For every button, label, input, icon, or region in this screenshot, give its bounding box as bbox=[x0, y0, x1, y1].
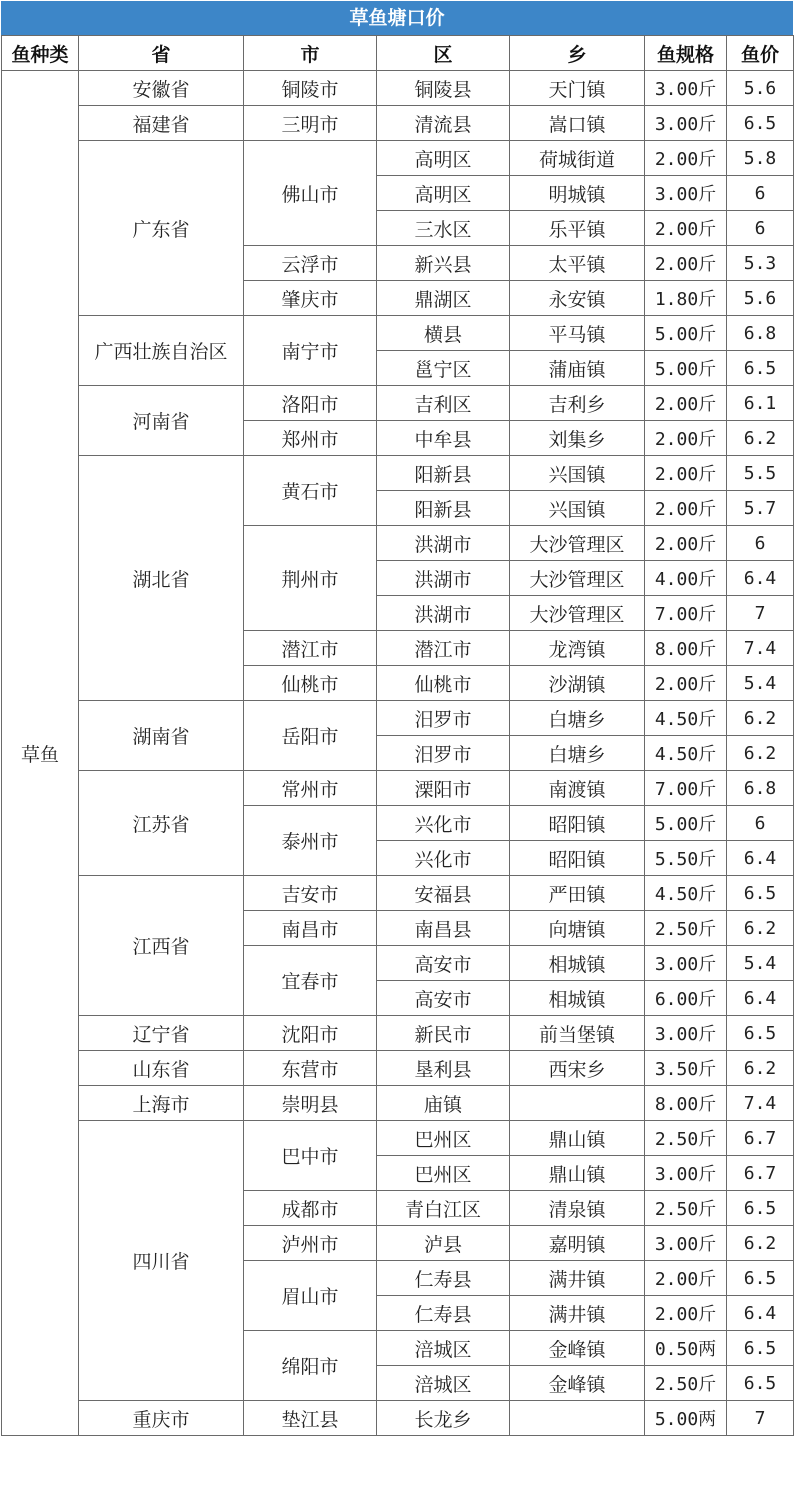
town-cell: 平马镇 bbox=[510, 316, 645, 351]
district-cell: 仙桃市 bbox=[377, 666, 510, 701]
city-cell: 泸州市 bbox=[244, 1226, 377, 1261]
size-cell: 0.50两 bbox=[645, 1331, 727, 1366]
town-cell: 相城镇 bbox=[510, 946, 645, 981]
table-row bbox=[2, 1086, 794, 1121]
price-cell: 6.1 bbox=[727, 386, 794, 421]
district-cell: 泸县 bbox=[377, 1226, 510, 1261]
table-row bbox=[2, 386, 794, 421]
city-cell: 常州市 bbox=[244, 771, 377, 806]
size-cell: 2.00斤 bbox=[645, 456, 727, 491]
city-cell: 南宁市 bbox=[244, 316, 377, 386]
district-cell: 仁寿县 bbox=[377, 1296, 510, 1331]
size-cell: 2.00斤 bbox=[645, 141, 727, 176]
district-cell: 垦利县 bbox=[377, 1051, 510, 1086]
price-cell: 5.5 bbox=[727, 456, 794, 491]
district-cell: 新兴县 bbox=[377, 246, 510, 281]
size-cell: 3.00斤 bbox=[645, 1156, 727, 1191]
district-cell: 巴州区 bbox=[377, 1121, 510, 1156]
district-cell: 新民市 bbox=[377, 1016, 510, 1051]
size-cell: 3.00斤 bbox=[645, 1226, 727, 1261]
size-cell: 3.00斤 bbox=[645, 1016, 727, 1051]
province-cell: 辽宁省 bbox=[79, 1016, 244, 1051]
size-cell: 2.00斤 bbox=[645, 491, 727, 526]
price-cell: 6.8 bbox=[727, 771, 794, 806]
size-cell: 2.00斤 bbox=[645, 1296, 727, 1331]
province-cell: 福建省 bbox=[79, 106, 244, 141]
province-cell: 江西省 bbox=[79, 876, 244, 1016]
town-cell: 兴国镇 bbox=[510, 456, 645, 491]
town-cell: 龙湾镇 bbox=[510, 631, 645, 666]
price-cell: 5.4 bbox=[727, 666, 794, 701]
district-cell: 庙镇 bbox=[377, 1086, 510, 1121]
size-cell: 3.00斤 bbox=[645, 71, 727, 106]
district-cell: 阳新县 bbox=[377, 491, 510, 526]
size-cell: 2.50斤 bbox=[645, 1366, 727, 1401]
city-cell: 成都市 bbox=[244, 1191, 377, 1226]
header-city: 市 bbox=[244, 36, 377, 71]
price-cell: 6.4 bbox=[727, 561, 794, 596]
price-cell: 6 bbox=[727, 526, 794, 561]
town-cell: 嘉明镇 bbox=[510, 1226, 645, 1261]
town-cell: 刘集乡 bbox=[510, 421, 645, 456]
table-body bbox=[2, 71, 794, 1436]
table-row bbox=[2, 771, 794, 806]
district-cell: 横县 bbox=[377, 316, 510, 351]
district-cell: 鼎湖区 bbox=[377, 281, 510, 316]
town-cell: 白塘乡 bbox=[510, 736, 645, 771]
price-cell: 6.2 bbox=[727, 736, 794, 771]
district-cell: 南昌县 bbox=[377, 911, 510, 946]
price-cell: 6.4 bbox=[727, 981, 794, 1016]
province-cell: 四川省 bbox=[79, 1121, 244, 1401]
town-cell: 前当堡镇 bbox=[510, 1016, 645, 1051]
town-cell: 兴国镇 bbox=[510, 491, 645, 526]
price-cell: 7.4 bbox=[727, 1086, 794, 1121]
city-cell: 宜春市 bbox=[244, 946, 377, 1016]
town-cell: 昭阳镇 bbox=[510, 841, 645, 876]
district-cell: 铜陵县 bbox=[377, 71, 510, 106]
town-cell: 嵩口镇 bbox=[510, 106, 645, 141]
town-cell: 沙湖镇 bbox=[510, 666, 645, 701]
size-cell: 3.00斤 bbox=[645, 176, 727, 211]
town-cell: 天门镇 bbox=[510, 71, 645, 106]
price-cell: 6.5 bbox=[727, 876, 794, 911]
district-cell: 吉利区 bbox=[377, 386, 510, 421]
town-cell: 大沙管理区 bbox=[510, 596, 645, 631]
table-row bbox=[2, 1401, 794, 1436]
price-cell: 5.6 bbox=[727, 281, 794, 316]
price-cell: 7.4 bbox=[727, 631, 794, 666]
city-cell: 沈阳市 bbox=[244, 1016, 377, 1051]
price-cell: 6.2 bbox=[727, 701, 794, 736]
district-cell: 阳新县 bbox=[377, 456, 510, 491]
city-cell: 巴中市 bbox=[244, 1121, 377, 1191]
town-cell: 永安镇 bbox=[510, 281, 645, 316]
size-cell: 5.00斤 bbox=[645, 351, 727, 386]
table-row bbox=[2, 456, 794, 491]
size-cell: 4.50斤 bbox=[645, 876, 727, 911]
price-cell: 6.5 bbox=[727, 106, 794, 141]
district-cell: 三水区 bbox=[377, 211, 510, 246]
price-cell: 6.2 bbox=[727, 911, 794, 946]
city-cell: 岳阳市 bbox=[244, 701, 377, 771]
size-cell: 5.50斤 bbox=[645, 841, 727, 876]
size-cell: 8.00斤 bbox=[645, 1086, 727, 1121]
size-cell: 2.00斤 bbox=[645, 526, 727, 561]
province-cell: 湖北省 bbox=[79, 456, 244, 701]
price-cell: 6.8 bbox=[727, 316, 794, 351]
price-cell: 6.2 bbox=[727, 1051, 794, 1086]
size-cell: 2.50斤 bbox=[645, 1191, 727, 1226]
species-cell: 草鱼 bbox=[2, 71, 79, 1436]
size-cell: 5.00斤 bbox=[645, 316, 727, 351]
city-cell: 潜江市 bbox=[244, 631, 377, 666]
price-cell: 5.6 bbox=[727, 71, 794, 106]
city-cell: 仙桃市 bbox=[244, 666, 377, 701]
table-row bbox=[2, 141, 794, 176]
size-cell: 5.00两 bbox=[645, 1401, 727, 1436]
table-row bbox=[2, 876, 794, 911]
province-cell: 湖南省 bbox=[79, 701, 244, 771]
district-cell: 兴化市 bbox=[377, 841, 510, 876]
price-cell: 5.7 bbox=[727, 491, 794, 526]
header-province: 省 bbox=[79, 36, 244, 71]
size-cell: 2.00斤 bbox=[645, 246, 727, 281]
town-cell: 蒲庙镇 bbox=[510, 351, 645, 386]
district-cell: 长龙乡 bbox=[377, 1401, 510, 1436]
town-cell: 昭阳镇 bbox=[510, 806, 645, 841]
price-table bbox=[1, 35, 794, 1436]
town-cell: 相城镇 bbox=[510, 981, 645, 1016]
city-cell: 崇明县 bbox=[244, 1086, 377, 1121]
price-cell: 5.4 bbox=[727, 946, 794, 981]
town-cell: 明城镇 bbox=[510, 176, 645, 211]
district-cell: 巴州区 bbox=[377, 1156, 510, 1191]
price-cell: 6.2 bbox=[727, 1226, 794, 1261]
city-cell: 黄石市 bbox=[244, 456, 377, 526]
town-cell: 荷城街道 bbox=[510, 141, 645, 176]
header-district: 区 bbox=[377, 36, 510, 71]
table-row bbox=[2, 316, 794, 351]
size-cell: 2.50斤 bbox=[645, 1121, 727, 1156]
town-cell: 白塘乡 bbox=[510, 701, 645, 736]
district-cell: 高明区 bbox=[377, 141, 510, 176]
town-cell bbox=[510, 1401, 645, 1436]
price-cell: 5.8 bbox=[727, 141, 794, 176]
district-cell: 洪湖市 bbox=[377, 596, 510, 631]
size-cell: 7.00斤 bbox=[645, 596, 727, 631]
table-title: 草鱼塘口价 bbox=[1, 1, 793, 35]
size-cell: 4.50斤 bbox=[645, 736, 727, 771]
province-cell: 广东省 bbox=[79, 141, 244, 316]
town-cell: 向塘镇 bbox=[510, 911, 645, 946]
district-cell: 仁寿县 bbox=[377, 1261, 510, 1296]
price-cell: 7 bbox=[727, 596, 794, 631]
table-row bbox=[2, 1121, 794, 1156]
price-cell: 6.4 bbox=[727, 841, 794, 876]
size-cell: 7.00斤 bbox=[645, 771, 727, 806]
town-cell: 满井镇 bbox=[510, 1261, 645, 1296]
district-cell: 青白江区 bbox=[377, 1191, 510, 1226]
city-cell: 云浮市 bbox=[244, 246, 377, 281]
price-cell: 6.5 bbox=[727, 1191, 794, 1226]
table-row bbox=[2, 1051, 794, 1086]
size-cell: 3.50斤 bbox=[645, 1051, 727, 1086]
district-cell: 兴化市 bbox=[377, 806, 510, 841]
price-cell: 6.2 bbox=[727, 421, 794, 456]
district-cell: 清流县 bbox=[377, 106, 510, 141]
table-row bbox=[2, 106, 794, 141]
district-cell: 中牟县 bbox=[377, 421, 510, 456]
town-cell: 大沙管理区 bbox=[510, 561, 645, 596]
town-cell: 西宋乡 bbox=[510, 1051, 645, 1086]
size-cell: 2.00斤 bbox=[645, 211, 727, 246]
province-cell: 重庆市 bbox=[79, 1401, 244, 1436]
province-cell: 山东省 bbox=[79, 1051, 244, 1086]
header-row bbox=[2, 36, 794, 71]
city-cell: 郑州市 bbox=[244, 421, 377, 456]
table-row bbox=[2, 1016, 794, 1051]
size-cell: 2.00斤 bbox=[645, 421, 727, 456]
price-cell: 6.7 bbox=[727, 1121, 794, 1156]
price-cell: 6.5 bbox=[727, 1261, 794, 1296]
town-cell: 大沙管理区 bbox=[510, 526, 645, 561]
header-size: 鱼规格 bbox=[645, 36, 727, 71]
size-cell: 6.00斤 bbox=[645, 981, 727, 1016]
town-cell: 满井镇 bbox=[510, 1296, 645, 1331]
city-cell: 眉山市 bbox=[244, 1261, 377, 1331]
town-cell: 清泉镇 bbox=[510, 1191, 645, 1226]
district-cell: 汨罗市 bbox=[377, 736, 510, 771]
district-cell: 安福县 bbox=[377, 876, 510, 911]
town-cell: 吉利乡 bbox=[510, 386, 645, 421]
town-cell: 鼎山镇 bbox=[510, 1121, 645, 1156]
town-cell: 乐平镇 bbox=[510, 211, 645, 246]
province-cell: 河南省 bbox=[79, 386, 244, 456]
size-cell: 4.00斤 bbox=[645, 561, 727, 596]
city-cell: 绵阳市 bbox=[244, 1331, 377, 1401]
district-cell: 邕宁区 bbox=[377, 351, 510, 386]
district-cell: 高安市 bbox=[377, 981, 510, 1016]
header-town: 乡 bbox=[510, 36, 645, 71]
price-cell: 7 bbox=[727, 1401, 794, 1436]
price-cell: 6 bbox=[727, 176, 794, 211]
price-cell: 6.5 bbox=[727, 1366, 794, 1401]
size-cell: 2.50斤 bbox=[645, 911, 727, 946]
city-cell: 洛阳市 bbox=[244, 386, 377, 421]
district-cell: 高安市 bbox=[377, 946, 510, 981]
size-cell: 3.00斤 bbox=[645, 106, 727, 141]
price-cell: 6.5 bbox=[727, 1331, 794, 1366]
city-cell: 三明市 bbox=[244, 106, 377, 141]
city-cell: 垫江县 bbox=[244, 1401, 377, 1436]
size-cell: 2.00斤 bbox=[645, 666, 727, 701]
size-cell: 3.00斤 bbox=[645, 946, 727, 981]
size-cell: 2.00斤 bbox=[645, 386, 727, 421]
price-cell: 6 bbox=[727, 806, 794, 841]
price-cell: 6.7 bbox=[727, 1156, 794, 1191]
price-cell: 6.4 bbox=[727, 1296, 794, 1331]
district-cell: 溧阳市 bbox=[377, 771, 510, 806]
district-cell: 涪城区 bbox=[377, 1331, 510, 1366]
town-cell: 严田镇 bbox=[510, 876, 645, 911]
town-cell: 金峰镇 bbox=[510, 1366, 645, 1401]
size-cell: 8.00斤 bbox=[645, 631, 727, 666]
city-cell: 泰州市 bbox=[244, 806, 377, 876]
table-row bbox=[2, 71, 794, 106]
size-cell: 2.00斤 bbox=[645, 1261, 727, 1296]
city-cell: 东营市 bbox=[244, 1051, 377, 1086]
province-cell: 安徽省 bbox=[79, 71, 244, 106]
town-cell: 南渡镇 bbox=[510, 771, 645, 806]
province-cell: 江苏省 bbox=[79, 771, 244, 876]
table-row bbox=[2, 701, 794, 736]
header-species: 鱼种类 bbox=[2, 36, 79, 71]
price-cell: 6.5 bbox=[727, 1016, 794, 1051]
price-cell: 6 bbox=[727, 211, 794, 246]
district-cell: 洪湖市 bbox=[377, 526, 510, 561]
town-cell: 太平镇 bbox=[510, 246, 645, 281]
city-cell: 铜陵市 bbox=[244, 71, 377, 106]
price-cell: 5.3 bbox=[727, 246, 794, 281]
province-cell: 上海市 bbox=[79, 1086, 244, 1121]
size-cell: 4.50斤 bbox=[645, 701, 727, 736]
city-cell: 南昌市 bbox=[244, 911, 377, 946]
city-cell: 佛山市 bbox=[244, 141, 377, 246]
city-cell: 吉安市 bbox=[244, 876, 377, 911]
size-cell: 5.00斤 bbox=[645, 806, 727, 841]
district-cell: 高明区 bbox=[377, 176, 510, 211]
city-cell: 荆州市 bbox=[244, 526, 377, 631]
price-cell: 6.5 bbox=[727, 351, 794, 386]
district-cell: 汨罗市 bbox=[377, 701, 510, 736]
town-cell: 鼎山镇 bbox=[510, 1156, 645, 1191]
district-cell: 涪城区 bbox=[377, 1366, 510, 1401]
province-cell: 广西壮族自治区 bbox=[79, 316, 244, 386]
city-cell: 肇庆市 bbox=[244, 281, 377, 316]
town-cell: 金峰镇 bbox=[510, 1331, 645, 1366]
header-price: 鱼价 bbox=[727, 36, 794, 71]
town-cell bbox=[510, 1086, 645, 1121]
district-cell: 潜江市 bbox=[377, 631, 510, 666]
size-cell: 1.80斤 bbox=[645, 281, 727, 316]
district-cell: 洪湖市 bbox=[377, 561, 510, 596]
